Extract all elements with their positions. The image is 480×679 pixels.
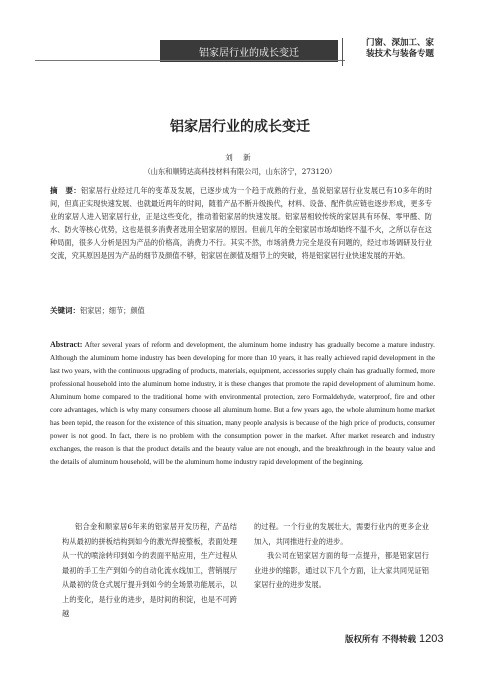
keywords-chinese-text: 铝家居；细节；颜值 [80, 306, 145, 315]
abstract-chinese-text: 铝家居行业经过几年的变革及发展，已逐步成为一个趋于成熟的行业，虽说铝家居行业发展已有10多年的时间，但真正实现快速发展、也就最近两年的时间，随着产品不断升级换代，材料、设备、配件供应链也逐步形成，更多专业的家居人进入铝家居行业，正是这些变化，推动着铝家居的快速发展。铝家居相较传统的家居具有环保、零甲醛、防水、防火等核心优势，这也是很多消费者选用全铝家居的原因。但前几年的全铝家居市场却始终不温不火，之所以存在这种局面，很多人分析是因为产品的价格高，消费力不行。其实不然，市场消费力完全是没有问题的，经过市场调研及行业交流，究其原因是因为产品的细节及颜值不够，铝家居在颜值及细节上的突破，将是铝家居行业快速发展的开始。 [50, 186, 433, 260]
keywords-chinese [50, 304, 432, 317]
abstract-chinese [50, 184, 432, 262]
header-column-line1: 门窗、深加工、家 [365, 38, 434, 48]
header-column-name [345, 38, 455, 60]
keywords-chinese-label: 关键词： [50, 306, 80, 315]
footer-copyright: 版权所有 不得转载 [345, 635, 416, 645]
header-vertical-divider [342, 38, 343, 66]
page-number: 1203 [418, 633, 444, 645]
body-column-right [254, 520, 429, 593]
header-section-title: 铝家居行业的成长变迁 [199, 47, 299, 59]
page-footer [345, 633, 443, 645]
abstract-english [50, 338, 435, 469]
body-column-left [62, 520, 237, 622]
body-paragraph: 铝合金和顺家居6年来的铝家居开发历程，产品结构从最初的拼板结构到如今的激光焊接整板，表面处理从一代的喷涂转印到如今的表面平贴应用，生产过程从最初的手工生产到如今的自动化流水线加工，营销展厅从最初的货仓式展厅提升到如今的全场景功能展示，以上的变化，是行业的进步，是时间的积淀，也是不可跨越 [62, 522, 237, 618]
body-paragraph: 的过程。一个行业的发展壮大，需要行业内的更多企业加入，共同推进行业的进步。 [254, 522, 429, 546]
article-affiliation: （山东和顺铸达高科技材料有限公司，山东济宁，273120） [143, 167, 337, 176]
abstract-english-text: After several years of reform and development, the aluminum home industry has gradually become a mature industry. Although the aluminum home industry has been developing for more than 10 years, it has really achieved rapid development in the last two years, with the continuous upgrading of products, materials, equipment, accessories supply chain has gradually formed, more professional household into the aluminum home industry, it is these changes that promote the rapid development of aluminum home. Aluminum home compared to the traditional home with environmental protection, zero Formaldehyde, waterproof, fire and other core advantages, which is why many consumers choose all aluminum home. But a few years ago, the whole aluminum home market has been tepid, the reason for the existence of this situation, many people analysis is because of the high price of products, consumer power is not good. In fact, there is no problem with the consumption power in the market. After market research and industry exchanges, the reason is that the product details and the beauty value are not enough, and the breakthrough in the beauty value and the details of aluminum household, will be the aluminum home industry rapid development of the beginning. [50, 341, 435, 466]
article-author: 刘 新 [225, 153, 255, 162]
abstract-english-label: Abstract: [50, 340, 83, 349]
abstract-chinese-label: 摘 要： [50, 186, 81, 195]
header-divider [35, 60, 345, 61]
header-section-bar [160, 40, 338, 62]
article-title: 铝家居行业的成长变迁 [170, 119, 310, 135]
header-column-line2: 装技术与装备专题 [365, 49, 434, 59]
body-paragraph: 我公司在铝家居方面的每一点提升，都是铝家居行业进步的缩影，通过以下几个方面，让大家共同见证铝家居行业的进步发展。 [254, 551, 429, 589]
